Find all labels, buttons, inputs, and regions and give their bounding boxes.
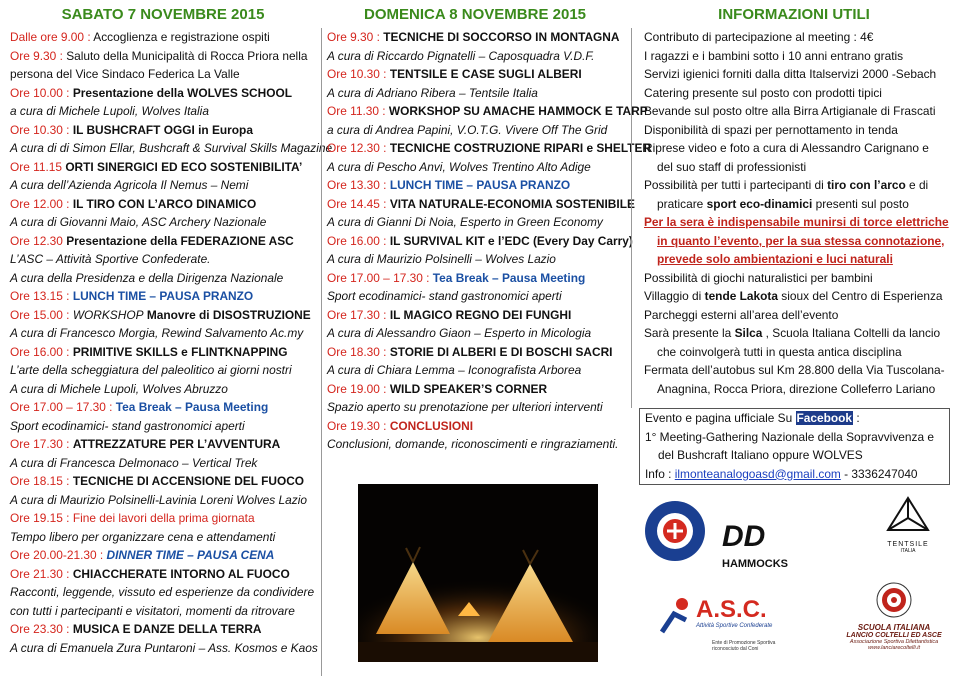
- scuola-line-3: Associazione Sportiva Dilettantistica: [849, 639, 939, 645]
- time-label: Ore 13.30 :: [327, 178, 387, 192]
- speaker-credit: A cura di Francesco Morgia, Rewind Salvamento Ac.my: [10, 326, 304, 340]
- speaker-credit: Tempo libero per organizzare cena e attendamenti: [10, 529, 276, 544]
- line-text: praticare: [657, 196, 704, 211]
- dd-text: HAMMOCKS: [722, 558, 788, 570]
- schedule-line: [10, 361, 316, 380]
- warning-text: Per la sera è indispensabile munirsi di torce elettriche: [644, 215, 949, 229]
- line-text: e di: [909, 178, 929, 192]
- schedule-line: [327, 435, 623, 454]
- line-text: Accoglienza e registrazione ospiti: [93, 30, 270, 44]
- tentsile-logo: [880, 496, 936, 562]
- speaker-credit: A cura di Chiara Lemma – Iconografista Arborea: [327, 363, 582, 377]
- dd-hammocks-logo: [722, 520, 828, 570]
- schedule-line: [327, 176, 623, 195]
- event-title: VITA NATURALE-ECONOMIA SOSTENIBILE: [389, 196, 635, 211]
- schedule-line: [644, 213, 950, 232]
- line-text: Servizi igienici forniti dalla ditta Italservizi 2000 -Sebach: [644, 67, 937, 81]
- warning-text: prevede solo ambientazioni e luci naturali: [657, 252, 893, 266]
- time-label: Ore 14.45 :: [327, 196, 387, 211]
- schedule-line: [10, 380, 316, 399]
- schedule-line: [644, 47, 950, 66]
- schedule-line: [10, 343, 316, 362]
- schedule-line: [10, 583, 316, 602]
- schedule-line: [644, 287, 950, 306]
- line-text: Fermata dell’autobus sul Km 28.800 della Via Tuscolana-: [644, 363, 945, 377]
- schedule-line: [327, 139, 651, 158]
- schedule-line: [327, 417, 623, 436]
- schedule-line: [10, 213, 316, 232]
- schedule-line: [327, 121, 623, 140]
- asc-small: Ente di Promozione Sportiva riconosciuto dal Coni: [712, 640, 776, 652]
- schedule-line: [10, 232, 316, 251]
- line-text: , Scuola Italiana Coltelli da lancio: [765, 326, 941, 340]
- facebook-link[interactable]: Facebook: [796, 411, 853, 425]
- target-icon: [874, 582, 914, 618]
- event-title: TECNICHE DI ACCENSIONE DEL FUOCO: [72, 474, 305, 488]
- break-label: Tea Break – Pausa Meeting: [115, 400, 269, 414]
- time-label: Ore 18.15 :: [10, 474, 70, 488]
- time-label: Ore 21.30 :: [10, 566, 70, 581]
- break-label: LUNCH TIME – PAUSA PRANZO: [72, 289, 254, 303]
- info-title: INFORMAZIONI UTILI: [718, 6, 870, 23]
- info-column: [638, 0, 950, 398]
- saturday-column: [10, 0, 333, 657]
- speaker-credit: A cura di Riccardo Pignatelli – Caposquadra V.D.F.: [327, 48, 595, 63]
- schedule-line: [10, 47, 316, 66]
- time-label: Ore 19.30 :: [327, 418, 387, 433]
- schedule-line: [327, 269, 623, 288]
- schedule-line: [10, 472, 316, 491]
- saturday-schedule: [10, 28, 333, 657]
- schedule-line: [10, 121, 316, 140]
- schedule-line: [10, 84, 316, 103]
- event-title: CHIACCHERATE INTORNO AL FUOCO: [72, 566, 290, 581]
- schedule-line: [10, 65, 316, 84]
- speaker-credit: A cura di di Simon Ellar, Bushcraft & Survival Skills Magazine: [10, 141, 333, 155]
- schedule-line: [10, 176, 316, 195]
- schedule-line: [10, 398, 316, 417]
- schedule-line: [327, 250, 623, 269]
- schedule-line: [644, 250, 950, 269]
- line-text: Villaggio di: [644, 289, 702, 303]
- speaker-credit: A cura dell’Azienda Agricola Il Nemus – Nemi: [10, 178, 249, 192]
- time-label: Ore 17.30 :: [327, 307, 387, 322]
- schedule-line: [327, 232, 633, 251]
- scuola-line-4: www.lanciarecoltelli.it: [868, 645, 920, 651]
- schedule-line: [327, 324, 623, 343]
- time-label: Dalle ore 9.00 :: [10, 30, 91, 44]
- time-label: Ore 12.30 :: [327, 141, 387, 155]
- event-info-box: [639, 408, 950, 485]
- asc-logo: [656, 592, 786, 662]
- speaker-credit: A cura di Maurizio Polsinelli – Wolves Lazio: [327, 252, 556, 266]
- line-text: che coinvolgerà tutti in questa antica disciplina: [657, 344, 902, 359]
- speaker-credit: Sport ecodinamici- stand gastronomici aperti: [327, 289, 562, 303]
- schedule-line: [644, 195, 950, 214]
- schedule-line: [644, 361, 950, 380]
- time-label: Ore 20.00-21.30 :: [10, 548, 104, 562]
- column-divider: [321, 28, 322, 676]
- schedule-line: [644, 380, 950, 399]
- tentsile-sub: ITALIA: [900, 548, 916, 554]
- schedule-line: [10, 528, 316, 547]
- time-label: Ore 17.00 – 17.30 :: [10, 400, 113, 414]
- schedule-line: [644, 121, 950, 140]
- column-divider: [631, 28, 632, 408]
- schedule-line: [10, 102, 316, 121]
- event-title: IL TIRO CON L’ARCO DINAMICO: [72, 196, 257, 211]
- speaker-credit: Conclusioni, domande, riconoscimenti e ringraziamenti.: [327, 437, 619, 451]
- scuola-coltelli-logo: [836, 582, 952, 670]
- event-title: Presentazione della FEDERAZIONE ASC: [66, 233, 294, 248]
- schedule-line: [10, 602, 316, 621]
- line-text: Bevande sul posto oltre alla Birra Artigianale di Frascati: [644, 104, 936, 118]
- time-label: Ore 19.00 :: [327, 381, 387, 396]
- tentsile-icon: [886, 496, 930, 536]
- event-title: Silca: [734, 326, 763, 340]
- tentsile-name: TENTSILE: [887, 541, 929, 548]
- event-title: Manovre di DISOSTRUZIONE: [146, 307, 311, 322]
- line-text: Possibilità di giochi naturalistici per bambini: [644, 270, 873, 285]
- schedule-line: [644, 343, 950, 362]
- schedule-line: [644, 176, 950, 195]
- break-label: Tea Break – Pausa Meeting: [432, 270, 586, 285]
- schedule-line: [644, 306, 950, 325]
- sunday-column: [327, 0, 651, 454]
- speaker-credit: A cura di Alessandro Giaon – Esperto in Micologia: [327, 326, 592, 340]
- schedule-line: [644, 269, 950, 288]
- schedule-line: [10, 139, 333, 158]
- speaker-credit: A cura della Presidenza e della Dirigenza Nazionale: [10, 270, 284, 285]
- line-text: Possibilità per tutti i partecipanti di: [644, 178, 824, 192]
- box-line-3: del Bushcraft Italiano oppure WOLVES: [658, 448, 863, 462]
- speaker-credit: Spazio aperto su prenotazione per ulteriori interventi: [327, 400, 603, 414]
- schedule-line: [327, 84, 623, 103]
- time-label: Ore 10.00 :: [10, 85, 70, 100]
- schedule-line: [10, 250, 316, 269]
- schedule-line: [10, 639, 316, 658]
- speaker-credit: A cura di Pescho Anvi, Wolves Trentino Alto Adige: [327, 159, 591, 174]
- line-text: sioux del Centro di Esperienza: [781, 289, 943, 303]
- sunday-title: DOMENICA 8 NOVEMBRE 2015: [364, 6, 586, 23]
- schedule-line: [10, 195, 316, 214]
- scuola-line-2: LANCIO COLTELLI ED ASCE: [846, 632, 942, 639]
- event-title: ATTREZZATURE PER L’AVVENTURA: [72, 437, 281, 451]
- line-text: Catering presente sul posto con prodotti tipici: [644, 85, 882, 100]
- time-label: Ore 11.15: [10, 159, 62, 174]
- speaker-credit: A cura di Emanuela Zura Puntaroni – Ass. Kosmos e Kaos: [10, 640, 318, 655]
- schedule-line: [644, 65, 950, 84]
- schedule-line: [10, 287, 316, 306]
- event-title: TENTSILE E CASE SUGLI ALBERI: [389, 67, 582, 81]
- conclusion-label: CONCLUSIONI: [389, 418, 474, 433]
- scuola-line-1: SCUOLA ITALIANA: [857, 623, 931, 632]
- speaker-credit: A cura di Francesca Delmonaco – Vertical Trek: [10, 455, 258, 470]
- schedule-line: [10, 306, 316, 325]
- time-label: Ore 12.00 :: [10, 196, 70, 211]
- time-label: Ore 12.30: [10, 233, 63, 248]
- email-link[interactable]: ilmonteanalogoasd@gmail.com: [674, 466, 841, 481]
- event-title: PRIMITIVE SKILLS e FLINTKNAPPING: [72, 344, 288, 359]
- schedule-line: [644, 28, 950, 47]
- line-text: del suo staff di professionisti: [657, 159, 807, 174]
- time-label: Ore 9.30 :: [10, 48, 63, 63]
- speaker-credit: Sport ecodinamici- stand gastronomici aperti: [10, 418, 245, 433]
- schedule-line: [327, 65, 623, 84]
- time-label: Ore 11.30 :: [327, 104, 386, 118]
- schedule-line: [10, 417, 316, 436]
- time-label: Ore 18.30 :: [327, 344, 387, 359]
- break-label: LUNCH TIME – PAUSA PRANZO: [389, 178, 571, 192]
- time-label: Ore 16.00 :: [327, 233, 387, 248]
- time-label: Ore 13.15 :: [10, 289, 70, 303]
- event-title: ORTI SINERGICI ED ECO SOSTENIBILITA’: [65, 159, 303, 174]
- speaker-credit: Racconti, leggende, vissuto ed esperienze da condividere: [10, 585, 315, 599]
- speaker-credit: A cura di Maurizio Polsinelli-Lavinia Loreni Wolves Lazio: [10, 492, 307, 507]
- line-text: Disponibilità di spazi per pernottamento in tenda: [644, 122, 898, 137]
- speaker-credit: L’arte della scheggiatura del paleolitico ai giorni nostri: [10, 363, 292, 377]
- line-text: I ragazzi e i bambini sotto i 10 anni entrano gratis: [644, 48, 904, 63]
- speaker-credit: A cura di Michele Lupoli, Wolves Abruzzo: [10, 381, 228, 396]
- schedule-line: [10, 491, 316, 510]
- time-label: Ore 17.30 :: [10, 437, 70, 451]
- event-title: WORKSHOP SU AMACHE HAMMOCK E TARP: [388, 104, 648, 118]
- event-title: STORIE DI ALBERI E DI BOSCHI SACRI: [389, 344, 613, 359]
- asc-runner-icon: [656, 596, 696, 636]
- asc-name: A.S.C.: [696, 596, 767, 623]
- event-title: IL MAGICO REGNO DEI FUNGHI: [389, 307, 572, 322]
- schedule-line: [10, 28, 316, 47]
- time-label: Ore 16.00 :: [10, 344, 70, 359]
- schedule-line: [644, 232, 950, 251]
- box-line-label: Evento e pagina ufficiale Su: [645, 411, 793, 425]
- event-title: tende Lakota: [704, 289, 778, 303]
- schedule-line: [327, 287, 623, 306]
- box-colon: :: [856, 411, 860, 425]
- break-label: DINNER TIME – PAUSA CENA: [106, 548, 275, 562]
- saturday-title: SABATO 7 NOVEMBRE 2015: [61, 6, 265, 23]
- schedule-line: [327, 398, 623, 417]
- event-title: TECNICHE COSTRUZIONE RIPARI e SHELTER: [389, 141, 651, 155]
- event-title: sport eco-dinamici: [706, 196, 813, 211]
- line-text: persona del Vice Sindaco Federica La Valle: [10, 67, 240, 81]
- line-text: Saluto della Municipalità di Rocca Priora nella: [66, 48, 308, 63]
- sunday-schedule: [327, 28, 651, 454]
- schedule-line: [327, 361, 623, 380]
- schedule-line: [327, 102, 648, 121]
- schedule-line: [644, 102, 950, 121]
- schedule-line: [327, 28, 623, 47]
- schedule-line: [327, 47, 623, 66]
- salvamento-academy-logo: [644, 500, 706, 562]
- speaker-credit: A cura di Adriano Ribera – Tentsile Italia: [327, 85, 538, 100]
- time-label: Ore 10.30 :: [327, 67, 387, 81]
- schedule-line: [327, 158, 623, 177]
- warning-text: in quanto l’evento, per la sua stessa connotazione,: [657, 233, 945, 248]
- speaker-credit: a cura di Andrea Papini, V.O.T.G. Vivere Off The Grid: [327, 122, 608, 137]
- schedule-line: [644, 158, 950, 177]
- end-label: Fine dei lavori della prima giornata: [72, 511, 255, 525]
- phone-number: - 3336247040: [844, 466, 918, 481]
- line-text: presenti sul posto: [815, 196, 909, 211]
- schedule-line: [10, 565, 316, 584]
- box-line-2: 1° Meeting-Gathering Nazionale della Sopravvivenza e: [645, 429, 934, 444]
- speaker-credit: A cura di Gianni Di Noia, Esperto in Green Economy: [327, 215, 603, 229]
- event-title: Presentazione della WOLVES SCHOOL: [72, 85, 292, 100]
- schedule-line: [10, 324, 316, 343]
- schedule-line: [10, 158, 316, 177]
- schedule-line: [644, 139, 950, 158]
- line-text: Parcheggi esterni all’area dell’evento: [644, 307, 839, 322]
- time-label: Ore 17.00 – 17.30 :: [327, 270, 430, 285]
- speaker-credit: con tutti i partecipanti e visitatori, momenti da ritrovare: [10, 603, 295, 618]
- schedule-line: [644, 324, 950, 343]
- info-label: Info :: [645, 466, 672, 481]
- schedule-line: [10, 435, 316, 454]
- schedule-line: [10, 620, 316, 639]
- line-text: Sarà presente la: [644, 326, 732, 340]
- event-title: tiro con l’arco: [827, 178, 906, 192]
- event-title: MUSICA E DANZE DELLA TERRA: [72, 622, 262, 636]
- speaker-credit: A cura di Giovanni Maio, ASC Archery Nazionale: [10, 215, 267, 229]
- schedule-line: [327, 306, 623, 325]
- workshop-label: WORKSHOP: [72, 307, 144, 322]
- speaker-credit: L’ASC – Attività Sportive Confederate.: [10, 252, 211, 266]
- schedule-line: [10, 546, 316, 565]
- line-text: Anagnina, Rocca Priora, direzione Colleferro Lariano: [657, 381, 936, 396]
- event-title: IL SURVIVAL KIT e l’EDC (Every Day Carry): [389, 233, 633, 248]
- event-title: TECNICHE DI SOCCORSO IN MONTAGNA: [383, 30, 620, 44]
- line-text: Riprese video e foto a cura di Alessandro Carignano e: [644, 141, 929, 155]
- schedule-line: [327, 380, 623, 399]
- schedule-line: [10, 269, 316, 288]
- time-label: Ore 23.30 :: [10, 622, 70, 636]
- schedule-line: [10, 454, 316, 473]
- event-title: WILD SPEAKER’S CORNER: [389, 381, 548, 396]
- schedule-line: [327, 343, 623, 362]
- time-label: Ore 10.30 :: [10, 122, 70, 137]
- schedule-line: [327, 213, 623, 232]
- line-text: Contributo di partecipazione al meeting : 4€: [644, 30, 874, 44]
- event-title: IL BUSHCRAFT OGGI in Europa: [72, 122, 253, 137]
- tipi-night-photo: [358, 484, 598, 662]
- schedule-line: [10, 509, 316, 528]
- info-list: [638, 28, 950, 398]
- schedule-line: [327, 195, 635, 214]
- asc-sub: Attività Sportive Confederate: [696, 623, 773, 629]
- dd-mark: DD: [722, 520, 766, 553]
- time-label: Ore 19.15 :: [10, 511, 70, 525]
- schedule-line: [644, 84, 950, 103]
- time-label: Ore 9.30 :: [327, 30, 380, 44]
- speaker-credit: a cura di Michele Lupoli, Wolves Italia: [10, 104, 209, 118]
- time-label: Ore 15.00 :: [10, 307, 70, 322]
